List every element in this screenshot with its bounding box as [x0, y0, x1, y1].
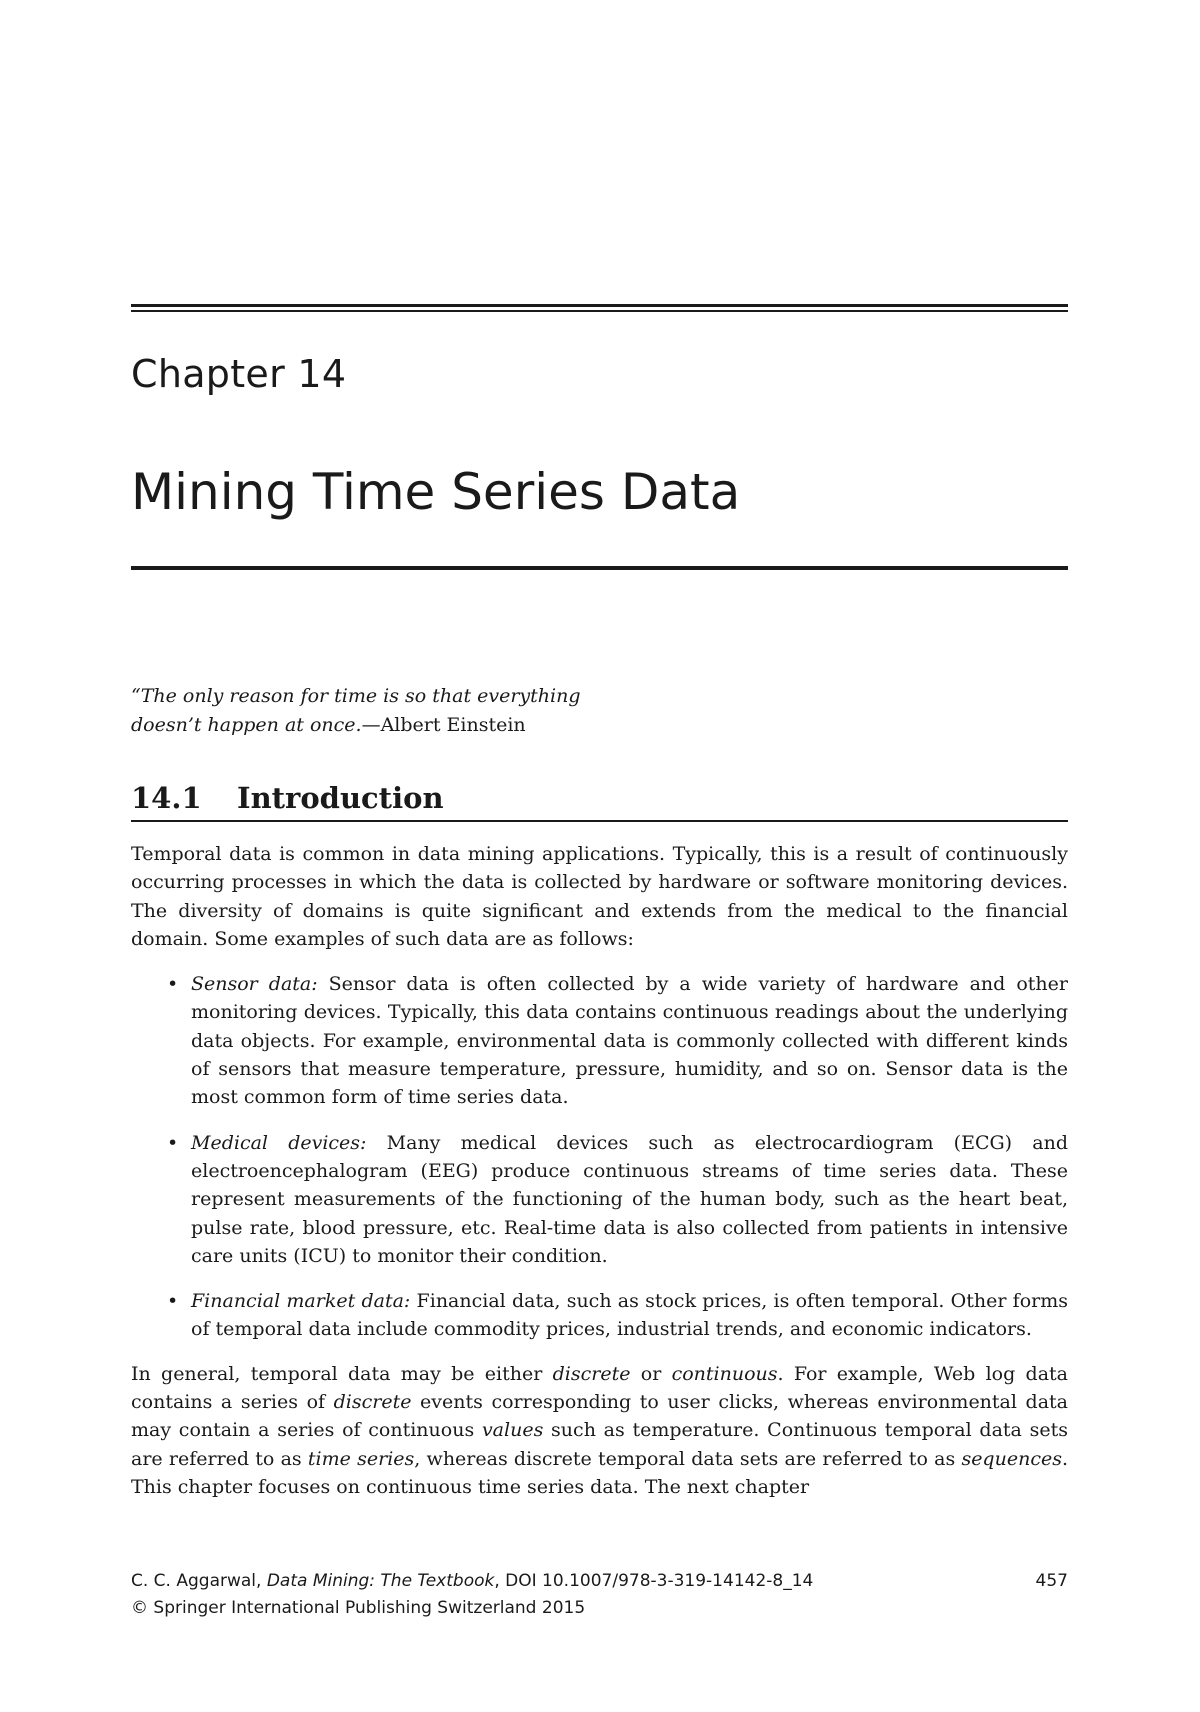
footer-copyright: © Springer International Publishing Switzerland 2015	[131, 1598, 586, 1618]
section-heading	[131, 780, 1068, 822]
epigraph-attribution: —Albert Einstein	[361, 714, 526, 736]
list-item-text: Financial data, such as stock prices, is often temporal. Other forms of temporal data include commodity prices, industrial trends, and economic indicators.	[191, 1290, 1068, 1341]
bullet-icon: •	[167, 973, 179, 996]
list-item-text: Many medical devices such as electrocardiogram (ECG) and electroencephalogram (EEG) produce continuous streams of time series data. These represent measurements of the functioning of the human body, such as the heart beat, pulse rate, blood pressure, etc. Real-time data is also collected from patients in intensive care units (ICU) to monitor their condition.	[191, 1131, 1069, 1267]
page-footer	[131, 1568, 813, 1622]
section-title: Introduction	[237, 781, 444, 815]
list-item-term: Medical devices:	[191, 1131, 367, 1154]
chapter-title: Mining Time Series Data	[131, 463, 741, 521]
chapter-rule-bottom	[131, 566, 1068, 570]
epigraph-quote-line2: doesn’t happen at once.	[131, 714, 362, 736]
epigraph	[131, 682, 691, 740]
closing-emphasis-time-series: time series	[307, 1447, 415, 1470]
closing-text-2: or	[630, 1362, 672, 1385]
list-item-term: Financial market data:	[191, 1290, 411, 1313]
chapter-rule-top-secondary	[131, 310, 1068, 312]
examples-list	[131, 970, 1068, 1344]
closing-text-5: such as temperature. Continuous temporal data sets are referred to as	[131, 1419, 1068, 1470]
bullet-icon: •	[167, 1131, 179, 1154]
closing-emphasis-discrete-2: discrete	[333, 1391, 412, 1414]
closing-text-1: In general, temporal data may be either	[131, 1362, 553, 1385]
chapter-label: Chapter 14	[131, 352, 347, 396]
page-number: 457	[1035, 1571, 1068, 1591]
chapter-rule-top	[131, 304, 1068, 307]
list-item-medical-devices	[167, 1129, 1069, 1270]
epigraph-quote-line1: “The only reason for time is so that everything	[131, 685, 581, 707]
closing-text-4: events corresponding to user clicks, whereas environmental data may contain a series of continuous	[131, 1391, 1068, 1442]
closing-text-7: . This chapter focuses on continuous time series data. The next chapter	[131, 1447, 1068, 1498]
section-number: 14.1	[131, 781, 202, 815]
footer-doi: , DOI 10.1007/978-3-319-14142-8_14	[494, 1571, 814, 1591]
list-item-term: Sensor data:	[191, 973, 318, 996]
closing-text-3: . For example, Web log data contains a series of	[131, 1362, 1069, 1414]
footer-author: C. C. Aggarwal,	[131, 1571, 267, 1591]
intro-paragraph: Temporal data is common in data mining applications. Typically, this is a result of continuously occurring processes in which the data is collected by hardware or software monitoring devices. The diversity of domains is quite significant and extends from the medical to the financial domain. Some examples of such data are as follows:	[131, 843, 1068, 950]
closing-emphasis-continuous: continuous	[671, 1362, 778, 1385]
closing-emphasis-values: values	[481, 1419, 544, 1442]
closing-text-6: , whereas discrete temporal data sets are referred to as	[414, 1447, 962, 1470]
closing-paragraph	[131, 1360, 1068, 1501]
list-item-sensor-data	[167, 970, 1068, 1111]
closing-emphasis-discrete: discrete	[552, 1362, 631, 1385]
footer-book-title: Data Mining: The Textbook	[266, 1571, 495, 1591]
closing-emphasis-sequences: sequences	[961, 1447, 1062, 1470]
body-text	[131, 840, 1068, 1501]
bullet-icon: •	[167, 1290, 179, 1313]
list-item-text: Sensor data is often collected by a wide variety of hardware and other monitoring devices. Typically, this data contains continuous readings about the underlying data objects. For example, environmental data is commonly collected with different kinds of sensors that measure temperature, pressure, humidity, and so on. Sensor data is the most common form of time series data.	[191, 973, 1068, 1109]
book-page	[131, 0, 1068, 1712]
list-item-financial-market-data	[167, 1287, 1068, 1344]
